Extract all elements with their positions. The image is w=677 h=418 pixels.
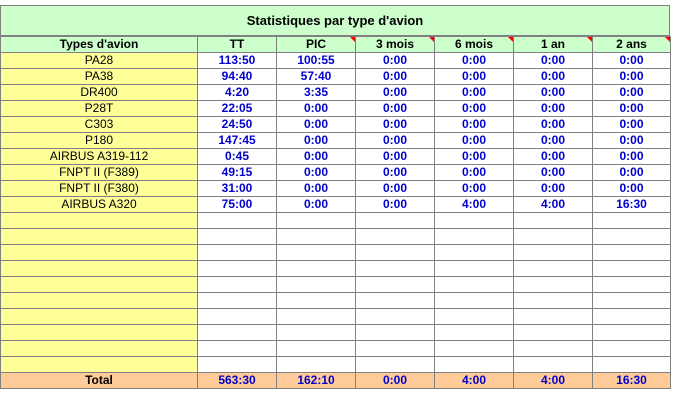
cell-1-an[interactable]: 0:00 bbox=[514, 165, 593, 181]
empty-cell-2-ans[interactable] bbox=[593, 325, 671, 341]
empty-cell-1-an[interactable] bbox=[514, 341, 593, 357]
empty-cell-pic[interactable] bbox=[277, 357, 356, 373]
cell-6-mois[interactable]: 0:00 bbox=[435, 85, 514, 101]
header-row bbox=[1, 37, 671, 53]
cell-pic[interactable]: 100:55 bbox=[277, 53, 356, 69]
cell-6-mois[interactable]: 0:00 bbox=[435, 117, 514, 133]
empty-cell-1-an[interactable] bbox=[514, 309, 593, 325]
cell-6-mois[interactable]: 0:00 bbox=[435, 69, 514, 85]
empty-cell-2-ans[interactable] bbox=[593, 309, 671, 325]
cell-2-ans[interactable]: 0:00 bbox=[593, 101, 671, 117]
empty-cell-6-mois[interactable] bbox=[435, 213, 514, 229]
cell-tt[interactable]: 94:40 bbox=[198, 69, 277, 85]
empty-cell-2-ans[interactable] bbox=[593, 213, 671, 229]
cell-3-mois[interactable]: 0:00 bbox=[356, 133, 435, 149]
cell-tt[interactable]: 113:50 bbox=[198, 53, 277, 69]
empty-cell-3-mois[interactable] bbox=[356, 229, 435, 245]
empty-cell-tt[interactable] bbox=[198, 341, 277, 357]
header-2-ans[interactable]: 2 ans bbox=[593, 37, 671, 53]
empty-cell-3-mois[interactable] bbox=[356, 325, 435, 341]
empty-cell-pic[interactable] bbox=[277, 245, 356, 261]
empty-cell-pic[interactable] bbox=[277, 213, 356, 229]
empty-cell-2-ans[interactable] bbox=[593, 229, 671, 245]
empty-cell-3-mois[interactable] bbox=[356, 309, 435, 325]
empty-cell-6-mois[interactable] bbox=[435, 261, 514, 277]
cell-3-mois[interactable]: 0:00 bbox=[356, 197, 435, 213]
cell-pic[interactable]: 3:35 bbox=[277, 85, 356, 101]
cell-pic[interactable]: 0:00 bbox=[277, 133, 356, 149]
empty-row bbox=[1, 277, 671, 293]
cell-type[interactable]: DR400 bbox=[1, 85, 198, 101]
empty-cell-type[interactable] bbox=[1, 341, 198, 357]
cell-type[interactable]: PA38 bbox=[1, 69, 198, 85]
empty-cell-pic[interactable] bbox=[277, 341, 356, 357]
empty-row bbox=[1, 245, 671, 261]
header-types[interactable]: Types d'avion bbox=[1, 37, 198, 53]
total-pic[interactable]: 162:10 bbox=[277, 373, 356, 389]
empty-cell-1-an[interactable] bbox=[514, 245, 593, 261]
empty-cell-2-ans[interactable] bbox=[593, 261, 671, 277]
cell-2-ans[interactable]: 0:00 bbox=[593, 181, 671, 197]
empty-cell-tt[interactable] bbox=[198, 357, 277, 373]
header-3-mois[interactable]: 3 mois bbox=[356, 37, 435, 53]
cell-6-mois[interactable]: 0:00 bbox=[435, 101, 514, 117]
cell-3-mois[interactable]: 0:00 bbox=[356, 69, 435, 85]
cell-type[interactable]: FNPT II (F389) bbox=[1, 165, 198, 181]
empty-cell-type[interactable] bbox=[1, 357, 198, 373]
cell-2-ans[interactable]: 0:00 bbox=[593, 117, 671, 133]
empty-cell-2-ans[interactable] bbox=[593, 357, 671, 373]
empty-cell-type[interactable] bbox=[1, 229, 198, 245]
cell-3-mois[interactable]: 0:00 bbox=[356, 101, 435, 117]
empty-cell-type[interactable] bbox=[1, 213, 198, 229]
empty-cell-tt[interactable] bbox=[198, 325, 277, 341]
cell-pic[interactable]: 0:00 bbox=[277, 165, 356, 181]
cell-3-mois[interactable]: 0:00 bbox=[356, 85, 435, 101]
empty-cell-pic[interactable] bbox=[277, 293, 356, 309]
empty-cell-pic[interactable] bbox=[277, 325, 356, 341]
cell-type[interactable]: AIRBUS A320 bbox=[1, 197, 198, 213]
empty-cell-1-an[interactable] bbox=[514, 325, 593, 341]
cell-tt[interactable]: 31:00 bbox=[198, 181, 277, 197]
empty-cell-3-mois[interactable] bbox=[356, 357, 435, 373]
empty-cell-tt[interactable] bbox=[198, 277, 277, 293]
cell-1-an[interactable]: 0:00 bbox=[514, 101, 593, 117]
cell-type[interactable]: P180 bbox=[1, 133, 198, 149]
empty-cell-tt[interactable] bbox=[198, 261, 277, 277]
empty-cell-type[interactable] bbox=[1, 309, 198, 325]
stats-table bbox=[0, 36, 671, 389]
table-row bbox=[1, 133, 671, 149]
cell-pic[interactable]: 57:40 bbox=[277, 69, 356, 85]
empty-cell-1-an[interactable] bbox=[514, 261, 593, 277]
table-row bbox=[1, 69, 671, 85]
empty-cell-2-ans[interactable] bbox=[593, 341, 671, 357]
cell-6-mois[interactable]: 0:00 bbox=[435, 133, 514, 149]
cell-1-an[interactable]: 0:00 bbox=[514, 133, 593, 149]
empty-cell-6-mois[interactable] bbox=[435, 325, 514, 341]
empty-row bbox=[1, 261, 671, 277]
empty-cell-2-ans[interactable] bbox=[593, 277, 671, 293]
empty-row bbox=[1, 229, 671, 245]
cell-pic[interactable]: 0:00 bbox=[277, 149, 356, 165]
total-1-an[interactable]: 4:00 bbox=[514, 373, 593, 389]
empty-cell-3-mois[interactable] bbox=[356, 277, 435, 293]
empty-cell-3-mois[interactable] bbox=[356, 213, 435, 229]
cell-type[interactable]: P28T bbox=[1, 101, 198, 117]
empty-cell-3-mois[interactable] bbox=[356, 341, 435, 357]
empty-cell-2-ans[interactable] bbox=[593, 293, 671, 309]
empty-cell-3-mois[interactable] bbox=[356, 245, 435, 261]
table-row bbox=[1, 149, 671, 165]
cell-type[interactable]: C303 bbox=[1, 117, 198, 133]
total-3-mois[interactable]: 0:00 bbox=[356, 373, 435, 389]
cell-6-mois[interactable]: 0:00 bbox=[435, 149, 514, 165]
table-row bbox=[1, 197, 671, 213]
cell-1-an[interactable]: 0:00 bbox=[514, 181, 593, 197]
cell-2-ans[interactable]: 0:00 bbox=[593, 85, 671, 101]
cell-tt[interactable]: 0:45 bbox=[198, 149, 277, 165]
cell-type[interactable]: PA28 bbox=[1, 53, 198, 69]
cell-2-ans[interactable]: 16:30 bbox=[593, 197, 671, 213]
cell-6-mois[interactable]: 0:00 bbox=[435, 53, 514, 69]
cell-1-an[interactable]: 4:00 bbox=[514, 197, 593, 213]
cell-6-mois[interactable]: 0:00 bbox=[435, 165, 514, 181]
cell-1-an[interactable]: 0:00 bbox=[514, 149, 593, 165]
empty-cell-pic[interactable] bbox=[277, 277, 356, 293]
cell-2-ans[interactable]: 0:00 bbox=[593, 133, 671, 149]
empty-cell-tt[interactable] bbox=[198, 213, 277, 229]
empty-cell-tt[interactable] bbox=[198, 245, 277, 261]
empty-row bbox=[1, 213, 671, 229]
empty-cell-type[interactable] bbox=[1, 293, 198, 309]
empty-row bbox=[1, 325, 671, 341]
empty-cell-pic[interactable] bbox=[277, 229, 356, 245]
cell-pic[interactable]: 0:00 bbox=[277, 197, 356, 213]
empty-cell-1-an[interactable] bbox=[514, 293, 593, 309]
empty-cell-1-an[interactable] bbox=[514, 229, 593, 245]
table-row bbox=[1, 53, 671, 69]
cell-1-an[interactable]: 0:00 bbox=[514, 53, 593, 69]
empty-cell-pic[interactable] bbox=[277, 309, 356, 325]
cell-type[interactable]: FNPT II (F380) bbox=[1, 181, 198, 197]
cell-type[interactable]: AIRBUS A319-112 bbox=[1, 149, 198, 165]
cell-tt[interactable]: 147:45 bbox=[198, 133, 277, 149]
cell-pic[interactable]: 0:00 bbox=[277, 181, 356, 197]
empty-cell-2-ans[interactable] bbox=[593, 245, 671, 261]
empty-row bbox=[1, 341, 671, 357]
cell-tt[interactable]: 24:50 bbox=[198, 117, 277, 133]
sheet-title[interactable]: Statistiques par type d'avion bbox=[0, 5, 670, 36]
cell-3-mois[interactable]: 0:00 bbox=[356, 53, 435, 69]
cell-2-ans[interactable]: 0:00 bbox=[593, 149, 671, 165]
total-tt[interactable]: 563:30 bbox=[198, 373, 277, 389]
empty-cell-6-mois[interactable] bbox=[435, 309, 514, 325]
table-row bbox=[1, 165, 671, 181]
empty-cell-type[interactable] bbox=[1, 277, 198, 293]
cell-pic[interactable]: 0:00 bbox=[277, 101, 356, 117]
header-6-mois[interactable]: 6 mois bbox=[435, 37, 514, 53]
empty-row bbox=[1, 309, 671, 325]
cell-3-mois[interactable]: 0:00 bbox=[356, 117, 435, 133]
empty-cell-tt[interactable] bbox=[198, 309, 277, 325]
table-row bbox=[1, 117, 671, 133]
cell-6-mois[interactable]: 4:00 bbox=[435, 197, 514, 213]
cell-6-mois[interactable]: 0:00 bbox=[435, 181, 514, 197]
empty-cell-tt[interactable] bbox=[198, 229, 277, 245]
empty-cell-pic[interactable] bbox=[277, 261, 356, 277]
cell-3-mois[interactable]: 0:00 bbox=[356, 165, 435, 181]
table-row bbox=[1, 85, 671, 101]
cell-pic[interactable]: 0:00 bbox=[277, 117, 356, 133]
cell-2-ans[interactable]: 0:00 bbox=[593, 165, 671, 181]
empty-cell-type[interactable] bbox=[1, 245, 198, 261]
empty-cell-6-mois[interactable] bbox=[435, 357, 514, 373]
empty-cell-6-mois[interactable] bbox=[435, 341, 514, 357]
cell-3-mois[interactable]: 0:00 bbox=[356, 149, 435, 165]
empty-cell-1-an[interactable] bbox=[514, 277, 593, 293]
cell-tt[interactable]: 75:00 bbox=[198, 197, 277, 213]
total-6-mois[interactable]: 4:00 bbox=[435, 373, 514, 389]
cell-2-ans[interactable]: 0:00 bbox=[593, 53, 671, 69]
total-row bbox=[1, 373, 671, 389]
empty-cell-type[interactable] bbox=[1, 325, 198, 341]
cell-3-mois[interactable]: 0:00 bbox=[356, 181, 435, 197]
header-tt[interactable]: TT bbox=[198, 37, 277, 53]
total-2-ans[interactable]: 16:30 bbox=[593, 373, 671, 389]
empty-cell-6-mois[interactable] bbox=[435, 277, 514, 293]
empty-cell-6-mois[interactable] bbox=[435, 293, 514, 309]
empty-cell-1-an[interactable] bbox=[514, 357, 593, 373]
cell-1-an[interactable]: 0:00 bbox=[514, 69, 593, 85]
table-row bbox=[1, 181, 671, 197]
empty-row bbox=[1, 357, 671, 373]
empty-cell-tt[interactable] bbox=[198, 293, 277, 309]
table-row bbox=[1, 101, 671, 117]
cell-2-ans[interactable]: 0:00 bbox=[593, 69, 671, 85]
empty-cell-3-mois[interactable] bbox=[356, 293, 435, 309]
cell-1-an[interactable]: 0:00 bbox=[514, 117, 593, 133]
cell-1-an[interactable]: 0:00 bbox=[514, 85, 593, 101]
empty-cell-6-mois[interactable] bbox=[435, 229, 514, 245]
header-pic[interactable]: PIC bbox=[277, 37, 356, 53]
cell-tt[interactable]: 4:20 bbox=[198, 85, 277, 101]
total-label[interactable]: Total bbox=[1, 373, 198, 389]
empty-cell-type[interactable] bbox=[1, 261, 198, 277]
cell-tt[interactable]: 22:05 bbox=[198, 101, 277, 117]
cell-tt[interactable]: 49:15 bbox=[198, 165, 277, 181]
empty-cell-1-an[interactable] bbox=[514, 213, 593, 229]
empty-cell-6-mois[interactable] bbox=[435, 245, 514, 261]
empty-row bbox=[1, 293, 671, 309]
header-1-an[interactable]: 1 an bbox=[514, 37, 593, 53]
empty-cell-3-mois[interactable] bbox=[356, 261, 435, 277]
